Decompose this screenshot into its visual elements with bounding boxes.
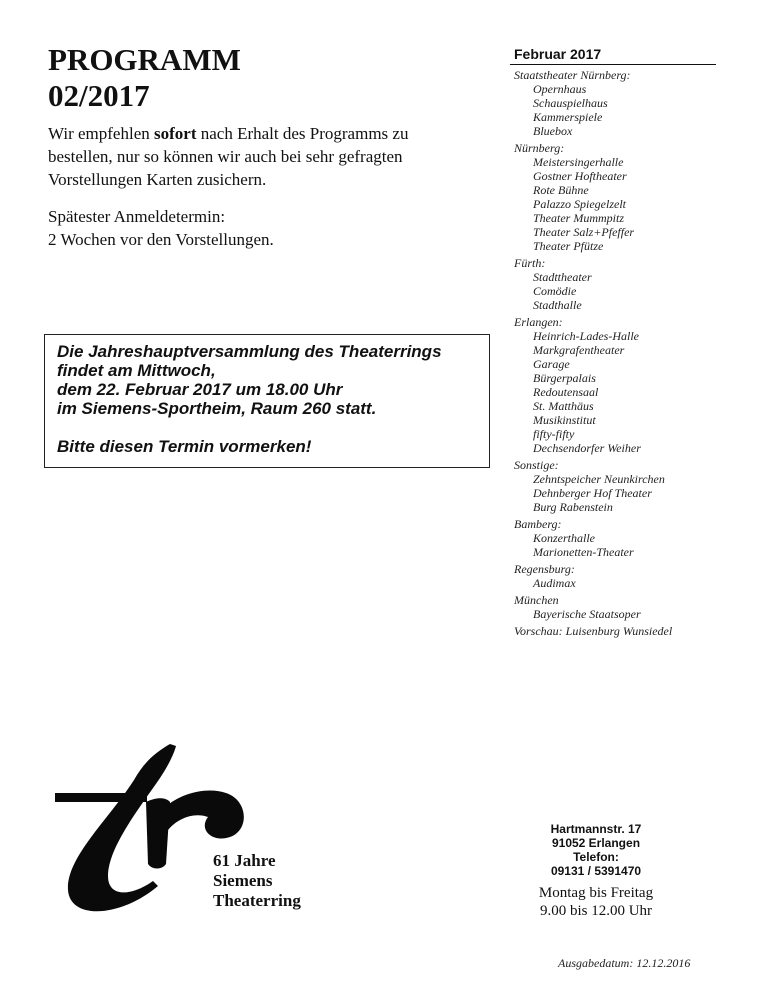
venue-item: fifty-fifty: [533, 427, 575, 441]
venue-item: Bayerische Staatsoper: [533, 607, 641, 621]
venue-item: Bürgerpalais: [533, 371, 596, 385]
deadline-paragraph: [48, 205, 468, 251]
venue-group-header: Bamberg:: [514, 517, 562, 531]
title-text: PROGRAMM: [48, 42, 241, 77]
venue-group: [514, 315, 714, 455]
venue-group-header: Nürnberg:: [514, 141, 565, 155]
venue-item: Garage: [533, 357, 570, 371]
venue-group-header: München: [514, 593, 559, 607]
intro-text: nach Erhalt des Programms zu: [196, 124, 409, 143]
office-hours-days: Montag bis Freitag: [538, 885, 654, 901]
venue-item: St. Matthäus: [533, 399, 594, 413]
venue-item: Bluebox: [533, 124, 573, 138]
venue-item: Rote Bühne: [533, 183, 589, 197]
notice-reminder: Bitte diesen Termin vormerken!: [57, 437, 312, 456]
venue-group-header: Sonstige:: [514, 458, 559, 472]
venue-group: [514, 593, 714, 621]
venue-item: Marionetten-Theater: [533, 545, 634, 559]
venue-item: Burg Rabenstein: [533, 500, 613, 514]
notice-line: dem 22. Februar 2017 um 18.00 Uhr: [57, 380, 343, 399]
venue-group: [514, 141, 714, 253]
venue-item: Dehnberger Hof Theater: [533, 486, 652, 500]
page-title: [48, 42, 241, 114]
venue-item: Konzerthalle: [533, 531, 595, 545]
venue-item: Comödie: [533, 284, 577, 298]
venue-item: Redoutensaal: [533, 385, 599, 399]
logo-caption: [213, 851, 301, 911]
meeting-notice-box: [44, 334, 490, 468]
venue-group-header: Fürth:: [514, 256, 546, 270]
logo-caption-line: Theaterring: [213, 891, 301, 910]
venue-item: Schauspielhaus: [533, 96, 608, 110]
intro-text: bestellen, nur so können wir auch bei sehr gefragten: [48, 147, 403, 166]
intro-text: Wir empfehlen: [48, 124, 154, 143]
venue-item: Palazzo Spiegelzelt: [533, 197, 626, 211]
deadline-label: Spätester Anmeldetermin:: [48, 207, 226, 226]
office-hours: [496, 884, 696, 920]
venue-group: [514, 68, 714, 138]
logo-caption-line: 61 Jahre: [213, 851, 276, 870]
contact-street: Hartmannstr. 17: [550, 822, 642, 836]
meeting-notice-text: [57, 342, 485, 456]
notice-spacer: [57, 418, 485, 437]
office-hours-time: 9.00 bis 12.00 Uhr: [539, 903, 653, 919]
venue-item: Heinrich-Lades-Halle: [533, 329, 639, 343]
notice-line: Die Jahreshauptversammlung des Theaterrings: [57, 342, 442, 361]
venue-item: Opernhaus: [533, 82, 587, 96]
intro-text: Vorstellungen Karten zusichern.: [48, 170, 267, 189]
venue-item: Gostner Hoftheater: [533, 169, 627, 183]
venue-group: [514, 458, 714, 514]
sidebar-divider: [510, 64, 716, 65]
venue-list: [514, 68, 714, 638]
venue-item: Markgrafentheater: [533, 343, 625, 357]
venue-group-header: Vorschau: Luisenburg Wunsiedel: [514, 624, 673, 638]
issue-date: Ausgabedatum: 12.12.2016: [558, 956, 691, 970]
venue-item: Musikinstitut: [533, 413, 596, 427]
intro-paragraph: [48, 122, 468, 191]
venue-group-header: Erlangen:: [514, 315, 563, 329]
venue-item: Stadthalle: [533, 298, 582, 312]
venue-group: [514, 562, 714, 590]
venue-item: Theater Mummpitz: [533, 211, 624, 225]
deadline-value: 2 Wochen vor den Vorstellungen.: [48, 230, 274, 249]
venue-group-header: Staatstheater Nürnberg:: [514, 68, 631, 82]
contact-block: [496, 822, 696, 878]
notice-line: im Siemens-Sportheim, Raum 260 statt.: [57, 399, 377, 418]
sidebar-month-heading: Februar 2017: [514, 46, 602, 62]
venue-group: [514, 624, 714, 638]
contact-city: 91052 Erlangen: [551, 836, 641, 850]
venue-item: Meistersingerhalle: [533, 155, 624, 169]
venue-item: Audimax: [533, 576, 576, 590]
issue-number: 02/2017: [48, 78, 150, 113]
venue-group: [514, 256, 714, 312]
venue-group: [514, 517, 714, 559]
contact-phone-label: Telefon:: [573, 850, 619, 864]
venue-item: Dechsendorfer Weiher: [533, 441, 641, 455]
contact-phone: 09131 / 5391470: [550, 864, 642, 878]
logo-caption-line: Siemens: [213, 871, 273, 890]
notice-line: findet am Mittwoch,: [57, 361, 216, 380]
venue-item: Kammerspiele: [533, 110, 603, 124]
venue-group-header: Regensburg:: [514, 562, 575, 576]
venue-item: Zehntspeicher Neunkirchen: [533, 472, 665, 486]
venue-item: Theater Salz+Pfeffer: [533, 225, 635, 239]
venue-item: Stadttheater: [533, 270, 592, 284]
venue-item: Theater Pfütze: [533, 239, 604, 253]
intro-emphasis: sofort: [154, 124, 197, 143]
